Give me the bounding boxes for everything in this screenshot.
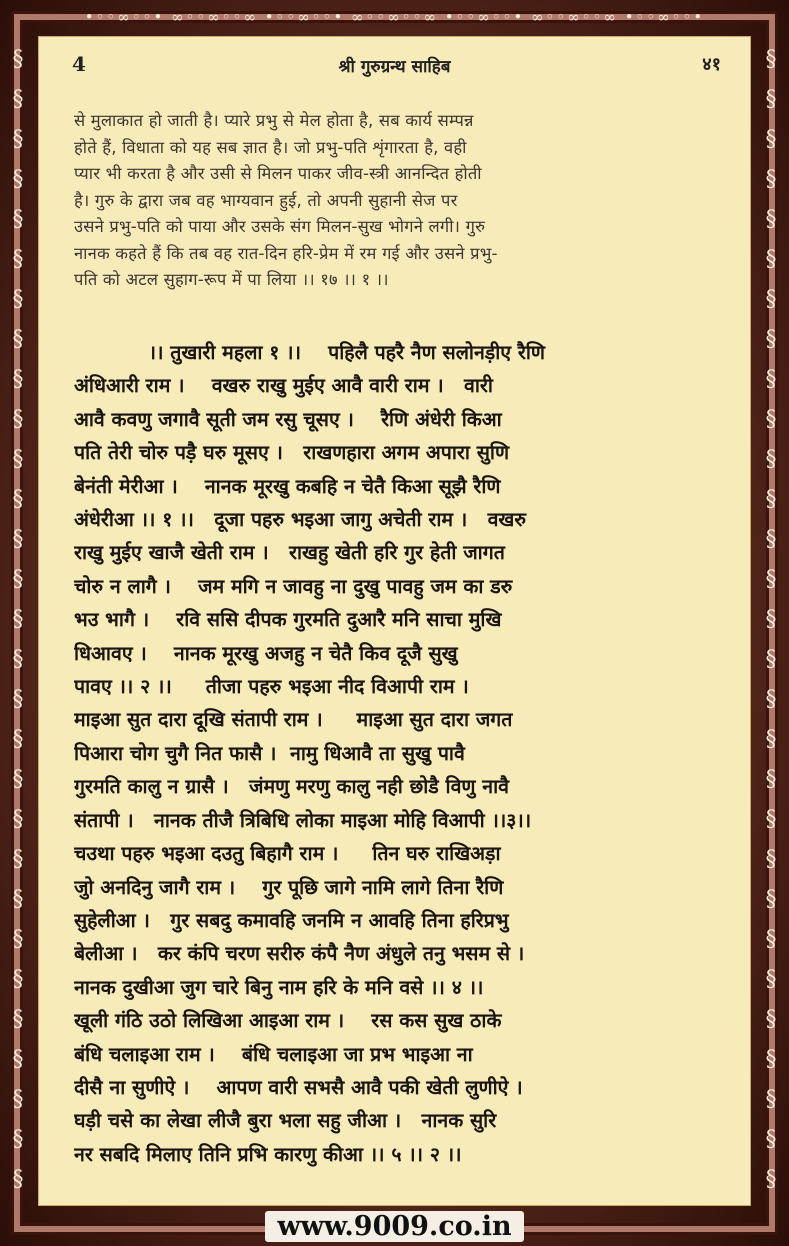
verse-line: बंधि चलाइआ राम । बंधि चलाइआ जा प्रभ भाइआ ना: [74, 1042, 473, 1066]
page-number-left: 4: [72, 52, 86, 76]
left-ornament-border: § § § § § § § § § § § § § § § § § § § § § § § § § § § § §: [12, 47, 24, 1192]
scripture-page: [38, 36, 751, 1206]
commentary-line: नानक कहते हैं कि तब वह रात-दिन हरि-प्रेम में रम गई और उसने प्रभु-: [74, 243, 498, 263]
verse-line: नानक दुखीआ जुग चारे बिनु नाम हरि के मनि वसे ।। ४ ।।: [74, 975, 484, 999]
commentary-line: प्यार भी करता है और उसी से मिलन पाकर जीव-स्त्री आनन्दित होती: [74, 164, 482, 183]
verse-line: धिआवए । नानक मूरखु अजहु न चेतै किव दूजै सुखु: [74, 641, 458, 665]
verse-line: सुहेलीआ । गुर सबदु कमावहि जनमि न आवहि तिना हरिप्रभु: [74, 908, 509, 932]
page-header: [38, 36, 751, 76]
verse-line: अंधिआरी राम । वखरु राखु मुईए आवै वारी राम । वारी: [74, 374, 493, 398]
verse-line: बेलीआ । कर कंपि चरण सरीरु कंपै नैण अंधुले तनु भसम से ।: [74, 942, 525, 966]
verse-line: ।। तुखारी महला १ ।। पहिलै पहरै नैण सलोनड़ीए रैणि: [74, 341, 545, 364]
commentary-line: होते हैं, विधाता को यह सब ज्ञात है। जो प्रभु-पति शृंगारता है, वही: [74, 137, 467, 157]
verse-line: गुरमति कालु न ग्रासै । जंमणु मरणु कालु नही छोडै विणु नावै: [74, 775, 510, 799]
verse-line: चोरु न लागै । जम मगि न जावहु ना दुखु पावहु जम का डरु: [74, 574, 513, 598]
verse-line: पावए ।। २ ।। तीजा पहरु भइआ नीद विआपी राम ।: [74, 675, 469, 699]
verse-line: जुो अनदिनु जागै राम । गुर पूछि जागे नामि लागे तिना रैणि: [74, 875, 504, 899]
verse-line: संतापी । नानक तीजै त्रिबिधि लोका माइआ मोहि विआपी ।।३।।: [74, 808, 532, 832]
verse-line: नर सबदि मिलाए तिनि प्रभि कारणु कीआ ।। ५ ।। २ ।।: [74, 1142, 462, 1166]
verse-line: पिआरा चोग चुगै नित फासै । नामु धिआवै ता सुखु पावै: [74, 741, 465, 765]
verse-line: आवै कवणु जगावै सूती जम रसु चूसए । रैणि अंधेरी किआ: [74, 407, 502, 431]
footer-website: [0, 1212, 789, 1246]
page-number-right: ४१: [702, 54, 721, 75]
page-title: श्री गुरुग्रन्थ साहिब: [338, 57, 451, 77]
commentary-paragraph: [74, 108, 726, 294]
verse-line: चउथा पहरु भइआ दउतु बिहागै राम । तिन घरु राखिअड़ा: [74, 842, 501, 866]
top-ornament-border: •◦◦∞◦◦• ∞◦◦∞◦◦∞ •◦◦∞◦◦• ∞◦◦∞◦◦∞ •◦◦∞◦◦• ∞◦◦∞◦◦∞ •◦◦∞◦◦•: [84, 8, 705, 26]
website-url: www.9009.co.in: [265, 1211, 523, 1242]
verse-line: भउ भागै । रवि ससि दीपक गुरमति दुआरै मनि साचा मुखि: [74, 608, 502, 632]
verse-block: [74, 336, 726, 1171]
verse-line: बेनंती मेरीआ । नानक मूरखु कबहि न चेतै किआ सूझै रैणि: [74, 474, 501, 498]
verse-line: पति तेरी चोरु पड़ै घरु मूसए । राखणहारा अगम अपारा सुणि: [74, 441, 510, 465]
commentary-line: है। गुरु के द्वारा जब वह भाग्यवान हुई, तो अपनी सुहानी सेज पर: [74, 190, 458, 210]
verse-line: अंधेरीआ ।। १ ।। दूजा पहरु भइआ जागु अचेती राम । वखरु: [74, 508, 527, 532]
commentary-line: से मुलाकात हो जाती है। प्यारे प्रभु से मेल होता है, सब कार्य सम्पन्न: [74, 111, 474, 130]
right-ornament-border: § § § § § § § § § § § § § § § § § § § § § § § § § § § § §: [765, 47, 777, 1192]
verse-line: माइआ सुत दारा दूखि संतापी राम । माइआ सुत दारा जगत: [74, 708, 513, 732]
verse-line: घड़ी चसे का लेखा लीजै बुरा भला सहु जीआ । नानक सुरि: [74, 1109, 497, 1133]
verse-line: राखु मुईए खाजै खेती राम । राखहु खेती हरि गुर हेती जागत: [74, 541, 505, 565]
commentary-line: उसने प्रभु-पति को पाया और उसके संग मिलन-सुख भोगने लगी। गुरु: [74, 217, 486, 236]
verse-line: दीसै ना सुणीऐ । आपण वारी सभसै आवै पकी खेती लुणीऐ ।: [74, 1075, 523, 1099]
verse-line: खूली गंठि उठो लिखिआ आइआ राम । रस कस सुख ठाके: [74, 1009, 502, 1033]
commentary-line: पति को अटल सुहाग-रूप में पा लिया ।। १७ ।। १ ।।: [74, 270, 389, 289]
